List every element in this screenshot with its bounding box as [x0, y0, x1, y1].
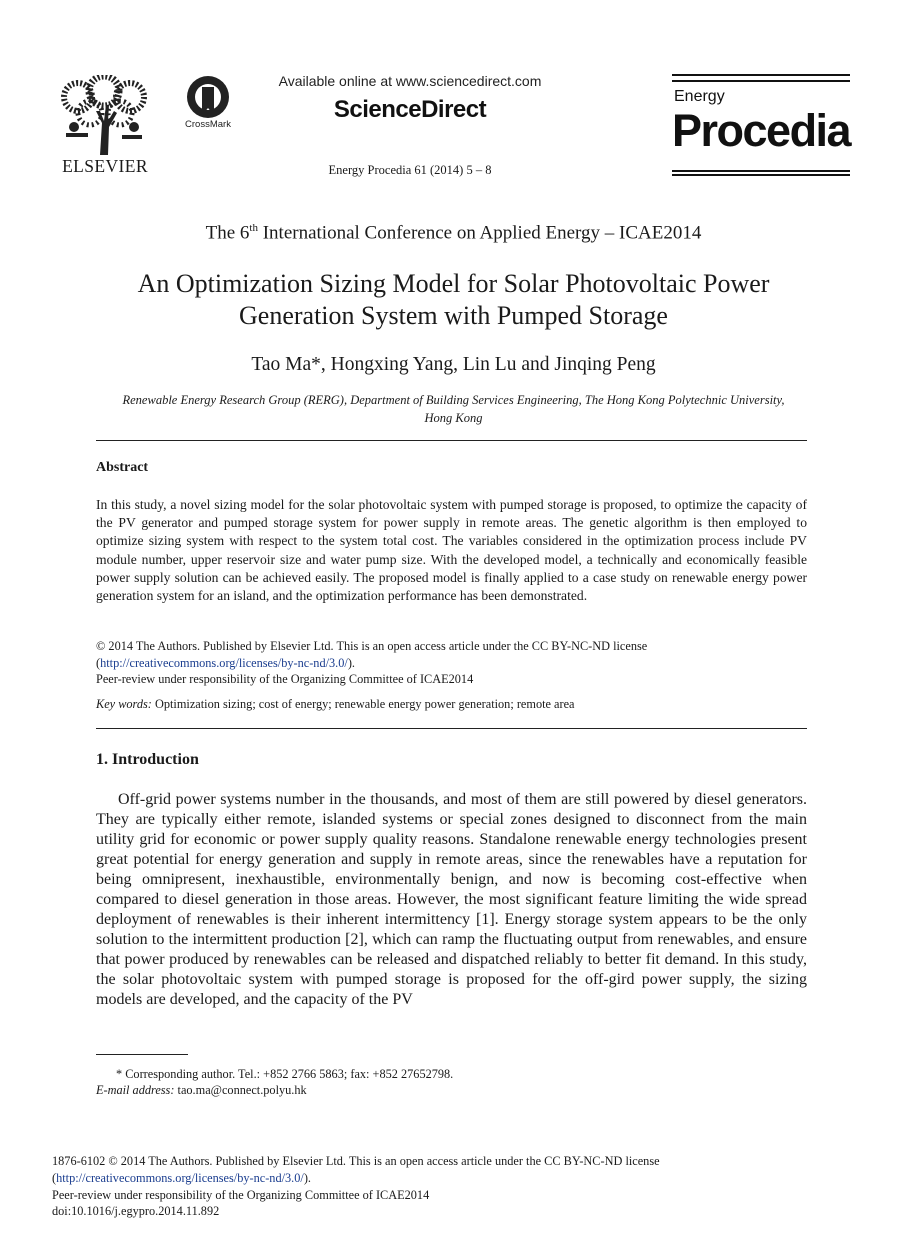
bottom-peer-review: Peer-review under responsibility of the Organizing Committee of ICAE2014 [52, 1188, 430, 1202]
bottom-license-link-line [52, 1170, 852, 1187]
elsevier-wordmark: ELSEVIER [62, 156, 148, 176]
paren: ( [52, 1171, 57, 1185]
license-link[interactable]: http://creativecommons.org/licenses/by-nc-nd/3.0/ [100, 655, 348, 670]
author-list: Tao Ma*, Hongxing Yang, Lin Lu and Jinqing Peng [251, 354, 656, 375]
email-note [96, 1082, 807, 1098]
peer-review-line: Peer-review under responsibility of the Organizing Committee of ICAE2014 [96, 672, 474, 686]
issn-license-line: 1876-6102 © 2014 The Authors. Published by Elsevier Ltd. This is an open access article under the CC BY-NC-ND license [52, 1154, 660, 1168]
keywords-text: Optimization sizing; cost of energy; renewable energy power generation; remote area [151, 697, 575, 711]
doi[interactable]: doi:10.1016/j.egypro.2014.11.892 [52, 1204, 220, 1218]
title-line: Generation System with Pumped Storage [239, 301, 668, 330]
elsevier-tree-icon [60, 75, 148, 155]
abstract-heading: Abstract [96, 460, 149, 475]
paren: ). [347, 655, 355, 670]
divider [96, 440, 807, 441]
conference-line [0, 222, 907, 244]
logo-energy-word: Energy [674, 88, 725, 105]
conference-prefix: The 6 [205, 222, 250, 244]
crossmark-label: CrossMark [185, 119, 231, 130]
elsevier-logo [58, 75, 152, 175]
conference-suffix: International Conference on Applied Energy – ICAE2014 [257, 222, 702, 244]
sciencedirect-logo[interactable]: ScienceDirect [333, 96, 487, 123]
bottom-license-link[interactable]: http://creativecommons.org/licenses/by-nc-nd/3.0/ [56, 1171, 304, 1185]
keywords-label: Key words: [96, 697, 152, 711]
logo-rule [672, 74, 850, 76]
footnote-rule [96, 1054, 188, 1055]
keywords [96, 696, 807, 713]
energy-procedia-logo [672, 74, 852, 176]
divider [96, 728, 807, 729]
paper-title [60, 268, 847, 332]
license-link-line [96, 655, 807, 672]
title-line: An Optimization Sizing Model for Solar Photovoltaic Power [137, 269, 770, 298]
paren: ). [303, 1171, 311, 1185]
license-line: © 2014 The Authors. Published by Elsevier Ltd. This is an open access article under the CC BY-NC-ND license [96, 639, 648, 653]
paren: ( [96, 655, 101, 670]
logo-procedia-word: Procedia [672, 105, 851, 156]
abstract-body: In this study, a novel sizing model for the solar photovoltaic system with pumped storage is proposed, to optimize the capacity of the PV generator and pumped storage system for power supply in remote areas. The genetic algorithm is then employed to optimize sizing system with respect to the system total cost. The variables considered in the optimization process include PV module number, upper reservoir size and water pump size. With the developed model, a technically and economically feasible power supply solution can be achieved easily. The proposed model is finally applied to a case study on renewable energy power generation system for an island, and the optimization performance has been demonstrated. [96, 497, 807, 604]
email-label: E-mail address: [96, 1083, 175, 1097]
affiliation [90, 391, 817, 427]
affiliation-line: Renewable Energy Research Group (RERG), Department of Building Services Engineering, The Hong Kong Polytechnic University, [122, 393, 785, 407]
license-notice [96, 638, 807, 688]
corresponding-author-note: * Corresponding author. Tel.: +852 2766 5863; fax: +852 27652798. [116, 1067, 454, 1081]
logo-rule [672, 174, 850, 176]
conference-ordinal: th [249, 222, 258, 234]
section-heading: 1. Introduction [96, 751, 199, 768]
available-online-text[interactable]: Available online at www.sciencedirect.com [278, 73, 542, 89]
journal-reference: Energy Procedia 61 (2014) 5 – 8 [328, 163, 492, 177]
affiliation-line: Hong Kong [424, 411, 483, 425]
email-address[interactable]: tao.ma@connect.polyu.hk [174, 1083, 307, 1097]
logo-rule [672, 170, 850, 172]
introduction-body: Off-grid power systems number in the thousands, and most of them are still powered by diesel generators. They are typically either remote, islanded systems or special zones designed to disconnect from the main utility grid for economic or power supply quality reasons. Standalone renewable energy technologies present great potential for energy generation and supply in remote areas, since the renewables have a reputation for being omnipresent, inexhaustible, environmentally benign, and now is becoming cost-effective when compared to diesel generation in those areas. However, the most significant feature limiting the wide spread deployment of renewables is their inherent intermittency [1]. Energy storage system appears to be the only solution to the intermittent production [2], which can ramp the fluctuating output from renewables, and ensure that power produced by renewables can be released and dispatched reliably to better fit demand. In this study, the solar photovoltaic system with pumped storage is proposed for the off-gird power supply, the sizing models are developed, and the capacity of the PV [96, 791, 807, 1008]
logo-rule [672, 80, 850, 82]
